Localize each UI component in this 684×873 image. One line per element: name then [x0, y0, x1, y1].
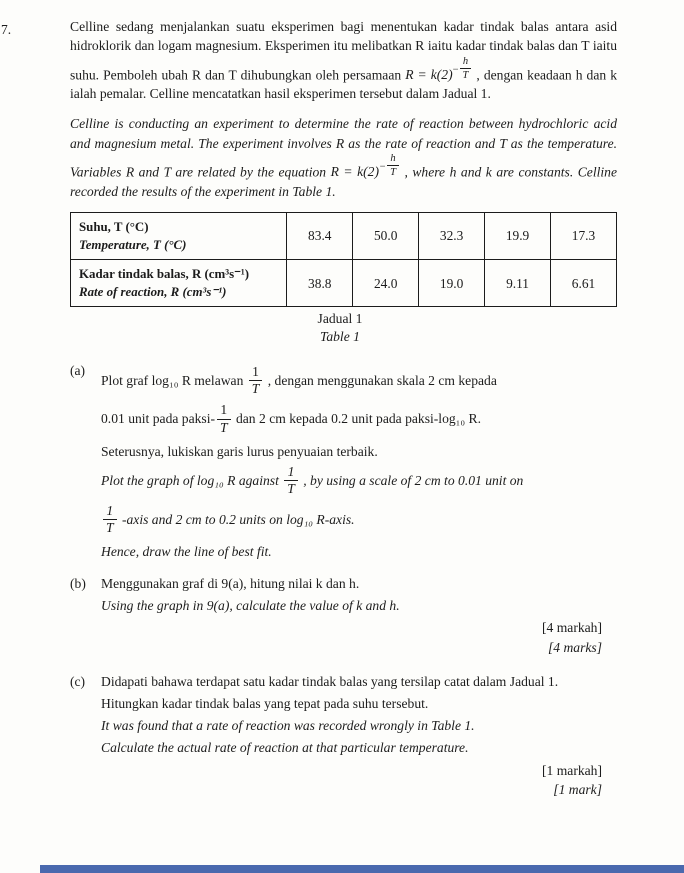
table-caption-en: Table 1	[320, 329, 360, 345]
one-over-T-fraction	[217, 403, 231, 435]
part-a-label: (a)	[70, 362, 86, 378]
fraction-denominator: T	[251, 381, 260, 397]
exponent-sign: −	[379, 161, 387, 173]
rate-equation	[330, 153, 400, 180]
part-a-ms1-text: Plot graf log₁₀ R melawan	[101, 372, 247, 388]
intro-en-text-before-equation: Celline is conducting an experiment to determine the rate of reaction between hydrochloric acid and magnesium metal. The experiment involves R as the rate of reaction and T as the temperature. Variables R and T are related by the equation	[70, 116, 617, 180]
equation-lhs: R = k(2)	[405, 66, 453, 82]
table-caption	[70, 310, 610, 347]
table-row-rate	[71, 260, 617, 307]
intro-en-text-after-equation: , where h and k are constants. Celline recorded the results of the experiment in Table 1.	[70, 164, 617, 199]
equation-lhs: R = k(2)	[330, 164, 379, 180]
part-a-ms2-text: 0.01 unit pada paksi-	[101, 411, 216, 427]
part-a-en-line-2	[101, 504, 617, 536]
bottom-scan-edge-bar	[40, 865, 684, 873]
part-a-en-line-1	[101, 465, 617, 497]
table-cell: 17.3	[551, 212, 617, 259]
table-cell: 19.9	[485, 212, 551, 259]
equation-exponent	[453, 56, 473, 81]
exponent-denominator: T	[462, 69, 469, 81]
row-label-en: Temperature, T (°C)	[79, 237, 187, 252]
part-b	[70, 574, 617, 658]
part-a-ms2-text-after: dan 2 cm kepada 0.2 unit pada paksi-log₁₀ R.	[232, 411, 482, 427]
marks-en: [4 marks]	[547, 639, 602, 655]
intro-ms-text-after-equation: , dengan keadaan h dan k ialah pemalar. Celline mencatatkan hasil eksperimen tersebut dalam Jadual 1.	[70, 66, 617, 102]
row-label-ms: Suhu, T (°C)	[79, 219, 149, 234]
fraction-denominator: T	[106, 519, 114, 535]
row-label-temperature	[71, 212, 287, 259]
part-b-en: Using the graph in 9(a), calculate the value of k and h.	[101, 597, 400, 613]
fraction-numerator: 1	[217, 403, 231, 419]
question-body	[70, 17, 617, 800]
part-a	[70, 361, 617, 565]
part-a-ms1-text-after: , dengan menggunakan skala 2 cm kepada	[264, 372, 497, 388]
marks-en: [1 mark]	[553, 782, 602, 798]
part-c-label: (c)	[70, 673, 86, 689]
fraction-numerator: 1	[103, 504, 117, 520]
part-c-en-line-2: Calculate the actual rate of reaction at that particular temperature.	[101, 740, 469, 756]
part-b-marks	[101, 618, 617, 657]
part-a-en-line-3: Hence, draw the line of best fit.	[101, 544, 272, 560]
part-a-ms-line-3: Seterusnya, lukiskan garis lurus penyuaian terbaik.	[101, 443, 378, 459]
row-label-en: Rate of reaction, R (cm³s⁻¹)	[79, 285, 227, 300]
part-b-ms: Menggunakan graf di 9(a), hitung nilai k dan h.	[101, 575, 360, 591]
part-c	[70, 672, 617, 801]
fraction-numerator: 1	[284, 465, 298, 481]
table-cell: 24.0	[353, 260, 419, 307]
exponent-denominator: T	[390, 167, 396, 179]
marks-ms: [1 markah]	[541, 762, 602, 778]
table-cell: 6.61	[551, 260, 617, 307]
one-over-T-fraction	[249, 365, 263, 397]
part-a-ms-line-2	[101, 403, 617, 435]
exponent-fraction	[460, 56, 472, 81]
table-row-temperature	[71, 212, 617, 259]
part-c-en-line-1: It was found that a rate of reaction was recorded wrongly in Table 1.	[101, 718, 475, 734]
table-cell: 83.4	[287, 212, 353, 259]
table-cell: 50.0	[353, 212, 419, 259]
rate-equation	[405, 55, 472, 82]
table-cell: 9.11	[485, 260, 551, 307]
exponent-sign: −	[452, 63, 459, 75]
equation-exponent	[379, 153, 400, 178]
data-table	[70, 212, 617, 307]
question-number: 7.	[1, 22, 12, 37]
fraction-denominator: T	[287, 481, 295, 497]
part-a-body	[101, 361, 617, 565]
table-caption-ms: Jadual 1	[317, 311, 363, 327]
row-label-rate	[71, 260, 287, 307]
part-c-body	[101, 672, 617, 801]
part-c-marks	[101, 761, 617, 800]
part-a-en1-text-after: , by using a scale of 2 cm to 0.01 unit on	[299, 473, 524, 489]
table-cell: 38.8	[287, 260, 353, 307]
exponent-fraction	[387, 153, 399, 178]
part-c-ms-line-1: Didapati bahawa terdapat satu kadar tindak balas yang tersilap catat dalam Jadual 1.	[101, 673, 559, 689]
one-over-T-fraction	[284, 465, 298, 497]
marks-ms: [4 markah]	[541, 620, 602, 636]
intro-paragraph-ms	[70, 17, 617, 103]
part-b-body	[101, 574, 617, 658]
part-a-ms-line-1	[101, 365, 617, 397]
part-a-en1-text: Plot the graph of log₁₀ R against	[101, 473, 283, 489]
exponent-numerator: h	[460, 56, 472, 69]
table-cell: 32.3	[419, 212, 485, 259]
fraction-numerator: 1	[249, 365, 263, 381]
exponent-numerator: h	[387, 153, 399, 166]
fraction-denominator: T	[220, 419, 228, 435]
intro-ms-text-before-equation: Celline sedang menjalankan suatu eksperimen bagi menentukan kadar tindak balas antara asid hidroklorik dan logam magnesium. Eksperimen itu melibatkan R iaitu kadar tindak balas dan T iaitu suhu. Pemboleh ubah R dan T dihubungkan oleh persamaan	[70, 19, 617, 82]
one-over-T-fraction	[103, 504, 117, 536]
part-a-en2-text: -axis and 2 cm to 0.2 units on log₁₀ R-axis.	[118, 511, 355, 527]
part-c-ms-line-2: Hitungkan kadar tindak balas yang tepat pada suhu tersebut.	[101, 695, 429, 711]
intro-paragraph-en	[70, 114, 617, 200]
part-b-label: (b)	[70, 575, 86, 591]
table-cell: 19.0	[419, 260, 485, 307]
row-label-ms: Kadar tindak balas, R (cm³s⁻¹)	[79, 267, 250, 281]
